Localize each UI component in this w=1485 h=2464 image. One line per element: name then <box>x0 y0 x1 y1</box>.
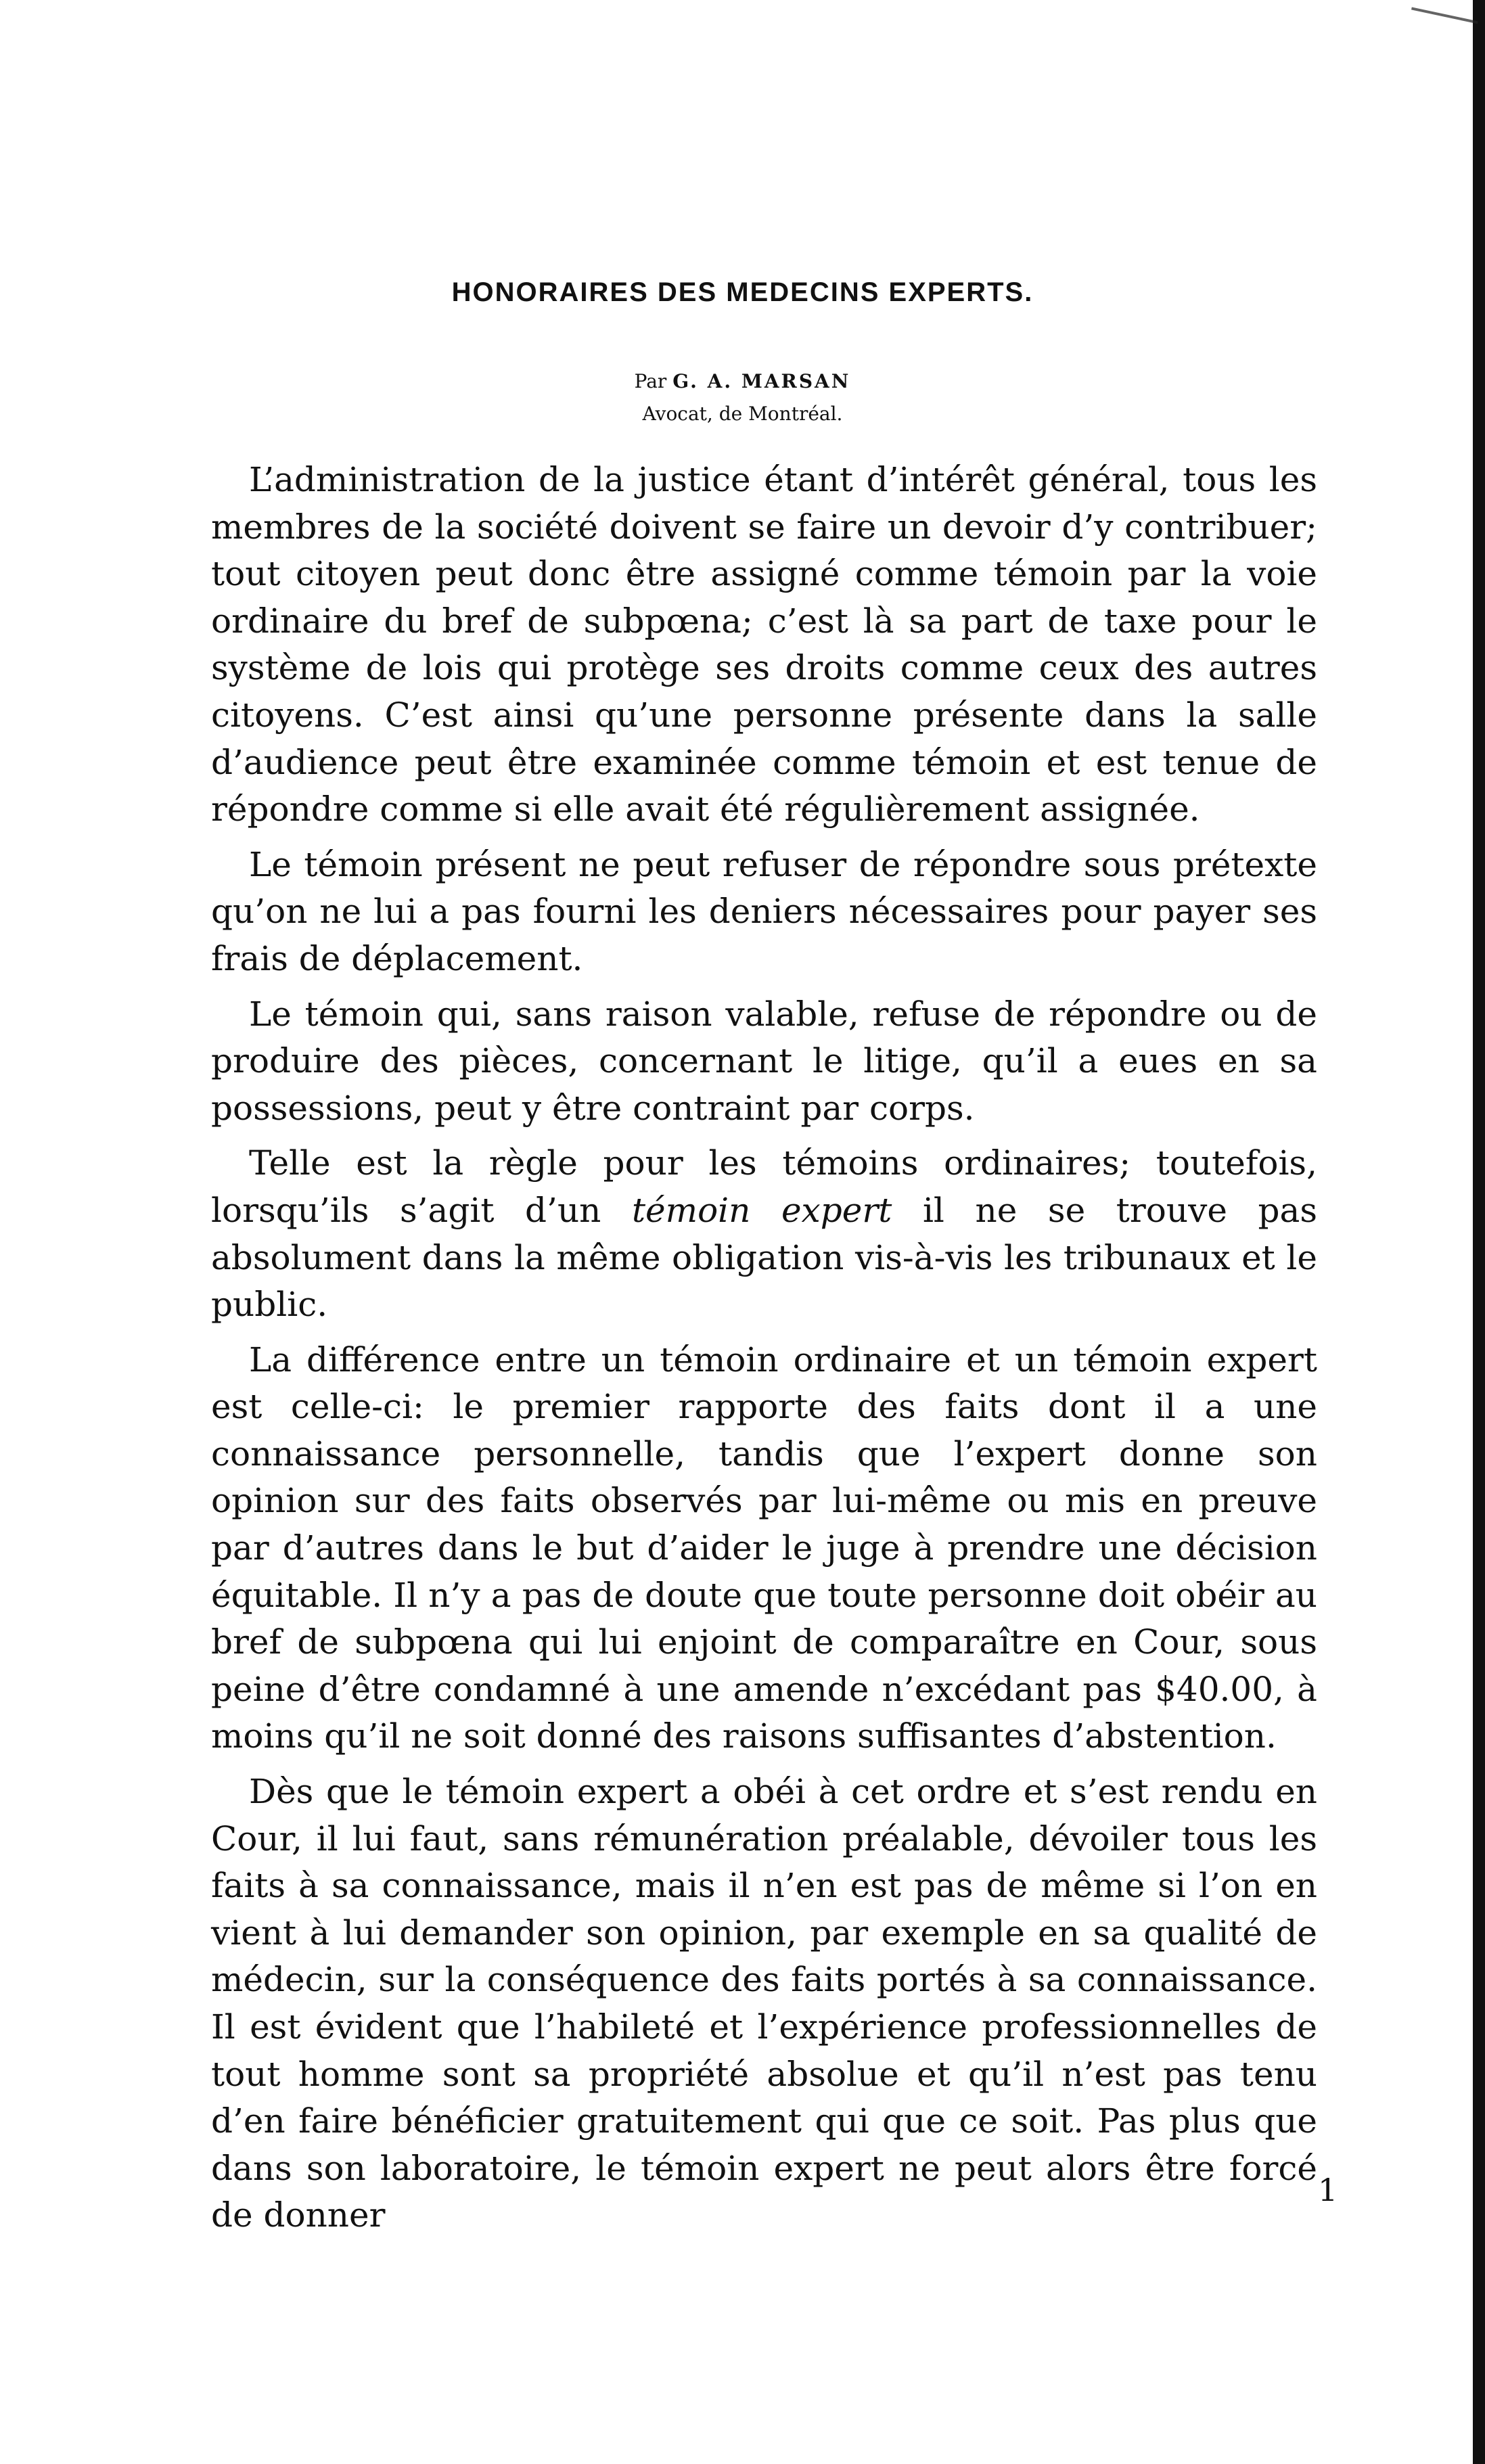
paragraph-4-before: Telle est la règle pour les témoins ordinaires; toutefois, lorsqu’ils s’agit d’un <box>211 1143 1317 1230</box>
paragraph-4-italic: témoin expert <box>631 1190 892 1230</box>
byline <box>0 365 1485 430</box>
author-affiliation: Avocat, de Montréal. <box>642 403 843 425</box>
paragraph-4 <box>211 1140 1317 1328</box>
author-name: G. A. MARSAN <box>672 370 851 392</box>
scan-artifact <box>1400 7 1478 77</box>
paragraph-3: Le témoin qui, sans raison valable, refuse de répondre ou de produire des pièces, concernant le litige, qu’il a eues en sa possessions, peut y être contraint par corps. <box>211 994 1317 1128</box>
byline-author-line <box>0 365 1485 398</box>
paragraph-2: Le témoin présent ne peut refuser de répondre sous prétexte qu’on ne lui a pas fourni les deniers nécessaires pour payer ses frais de déplacement. <box>211 844 1317 978</box>
paragraph-1: L’administration de la justice étant d’intérêt général, tous les membres de la société doivent se faire un devoir d’y contribuer; tout citoyen peut donc être assigné comme témoin par la voie ordinaire du bref de subpœna; c’est là sa part de taxe pour le système de lois qui protège ses droits comme ceux des autres citoyens. C’est ainsi qu’une personne présente dans la salle d’audience peut être examinée comme témoin et est tenue de répondre comme si elle avait été régulièrement assignée. <box>211 460 1317 829</box>
article-title: HONORAIRES DES MEDECINS EXPERTS. <box>451 277 1034 307</box>
byline-prefix: Par <box>634 370 667 392</box>
paragraph-6: Dès que le témoin expert a obéi à cet ordre et s’est rendu en Cour, il lui faut, sans rémunération préalable, dévoiler tous les faits à sa connaissance, mais il n’en est pas de même si l’on en vient à lui demander son opinion, par exemple en sa qualité de médecin, sur la conséquence des faits portés à sa connaissance. Il est évident que l’habileté et l’expérience professionnelles de tout homme sont sa propriété absolue et qu’il n’est pas tenu d’en faire bénéficier gratuitement qui que ce soit. Pas plus que dans son laboratoire, le témoin expert ne peut alors être forcé de donner <box>211 1772 1317 2235</box>
paragraph-4-after: il ne se trouve pas absolument dans la même obligation vis-à-vis les tribunaux et le public. <box>211 1190 1317 1325</box>
paragraph-5: La différence entre un témoin ordinaire et un témoin expert est celle-ci: le premier rapporte des faits dont il a une connaissance personnelle, tandis que l’expert donne son opinion sur des faits observés par lui-même ou mis en preuve par d’autres dans le but d’aider le juge à prendre une décision équitable. Il n’y a pas de doute que toute personne doit obéir au bref de subpœna qui lui enjoint de comparaître en Cour, sous peine d’être condamné à une amende n’excédant pas $40.00, à moins qu’il ne soit donné des raisons suffisantes d’abstention. <box>211 1340 1317 1756</box>
page-footer-mark: 1 <box>1318 2172 1338 2208</box>
article-body <box>211 457 1317 2248</box>
